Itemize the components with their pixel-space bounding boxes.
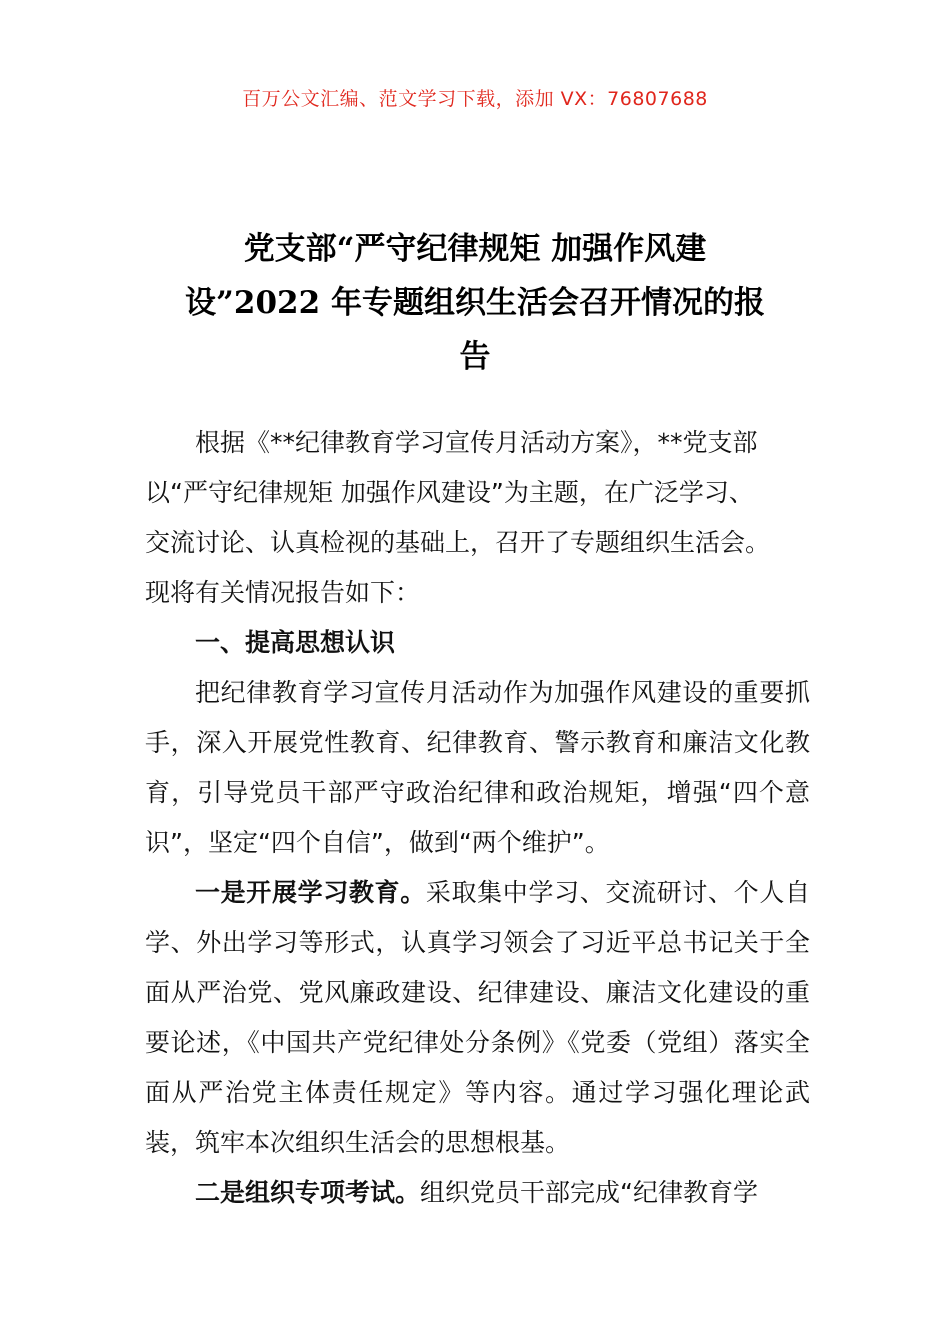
title-line-2: 设”2022 年专题组织生活会召开情况的报	[185, 285, 765, 321]
item-paragraph-2	[145, 1168, 810, 1218]
title-line-1: 党支部“严守纪律规矩 加强作风建	[243, 231, 707, 267]
title-line-3: 告	[459, 339, 491, 375]
item-1-lead: 一是开展学习教育。	[195, 878, 426, 907]
item-paragraph-1	[145, 868, 810, 1168]
item-1-text: 采取集中学习、交流研讨、个人自学、外出学习等形式，认真学习领会了习近平总书记关于全面从严治党、党风廉政建设、纪律建设、廉洁文化建设的重要论述，《中国共产党纪律处分条例》《党委（党组）落实全面从严治党主体责任规定》等内容。通过学习强化理论武装，筑牢本次组织生活会的思想根基。	[145, 878, 810, 1157]
document-title	[125, 222, 825, 384]
header-watermark-note: 百万公文汇编、范文学习下载，添加 VX：76807688	[242, 88, 708, 110]
item-2-lead: 二是组织专项考试。	[195, 1178, 421, 1207]
intro-line-2: 以“严守纪律规矩 加强作风建设”为主题，在广泛学习、	[145, 478, 754, 507]
intro-line-3: 交流讨论、认真检视的基础上，召开了专题组织生活会。	[145, 528, 771, 557]
intro-line-4: 现将有关情况报告如下：	[145, 578, 421, 607]
intro-line-1: 根据《**纪律教育学习宣传月活动方案》，**党支部	[195, 428, 758, 457]
section-heading: 一、提高思想认识	[195, 628, 396, 657]
item-2-text: 组织党员干部完成“纪律教育学	[420, 1178, 758, 1207]
document-body	[145, 418, 810, 1218]
section-paragraph: 把纪律教育学习宣传月活动作为加强作风建设的重要抓手，深入开展党性教育、纪律教育、警示教育和廉洁文化教育，引导党员干部严守政治纪律和政治规矩，增强“四个意识”，坚定“四个自信”，做到“两个维护”。	[145, 678, 810, 857]
